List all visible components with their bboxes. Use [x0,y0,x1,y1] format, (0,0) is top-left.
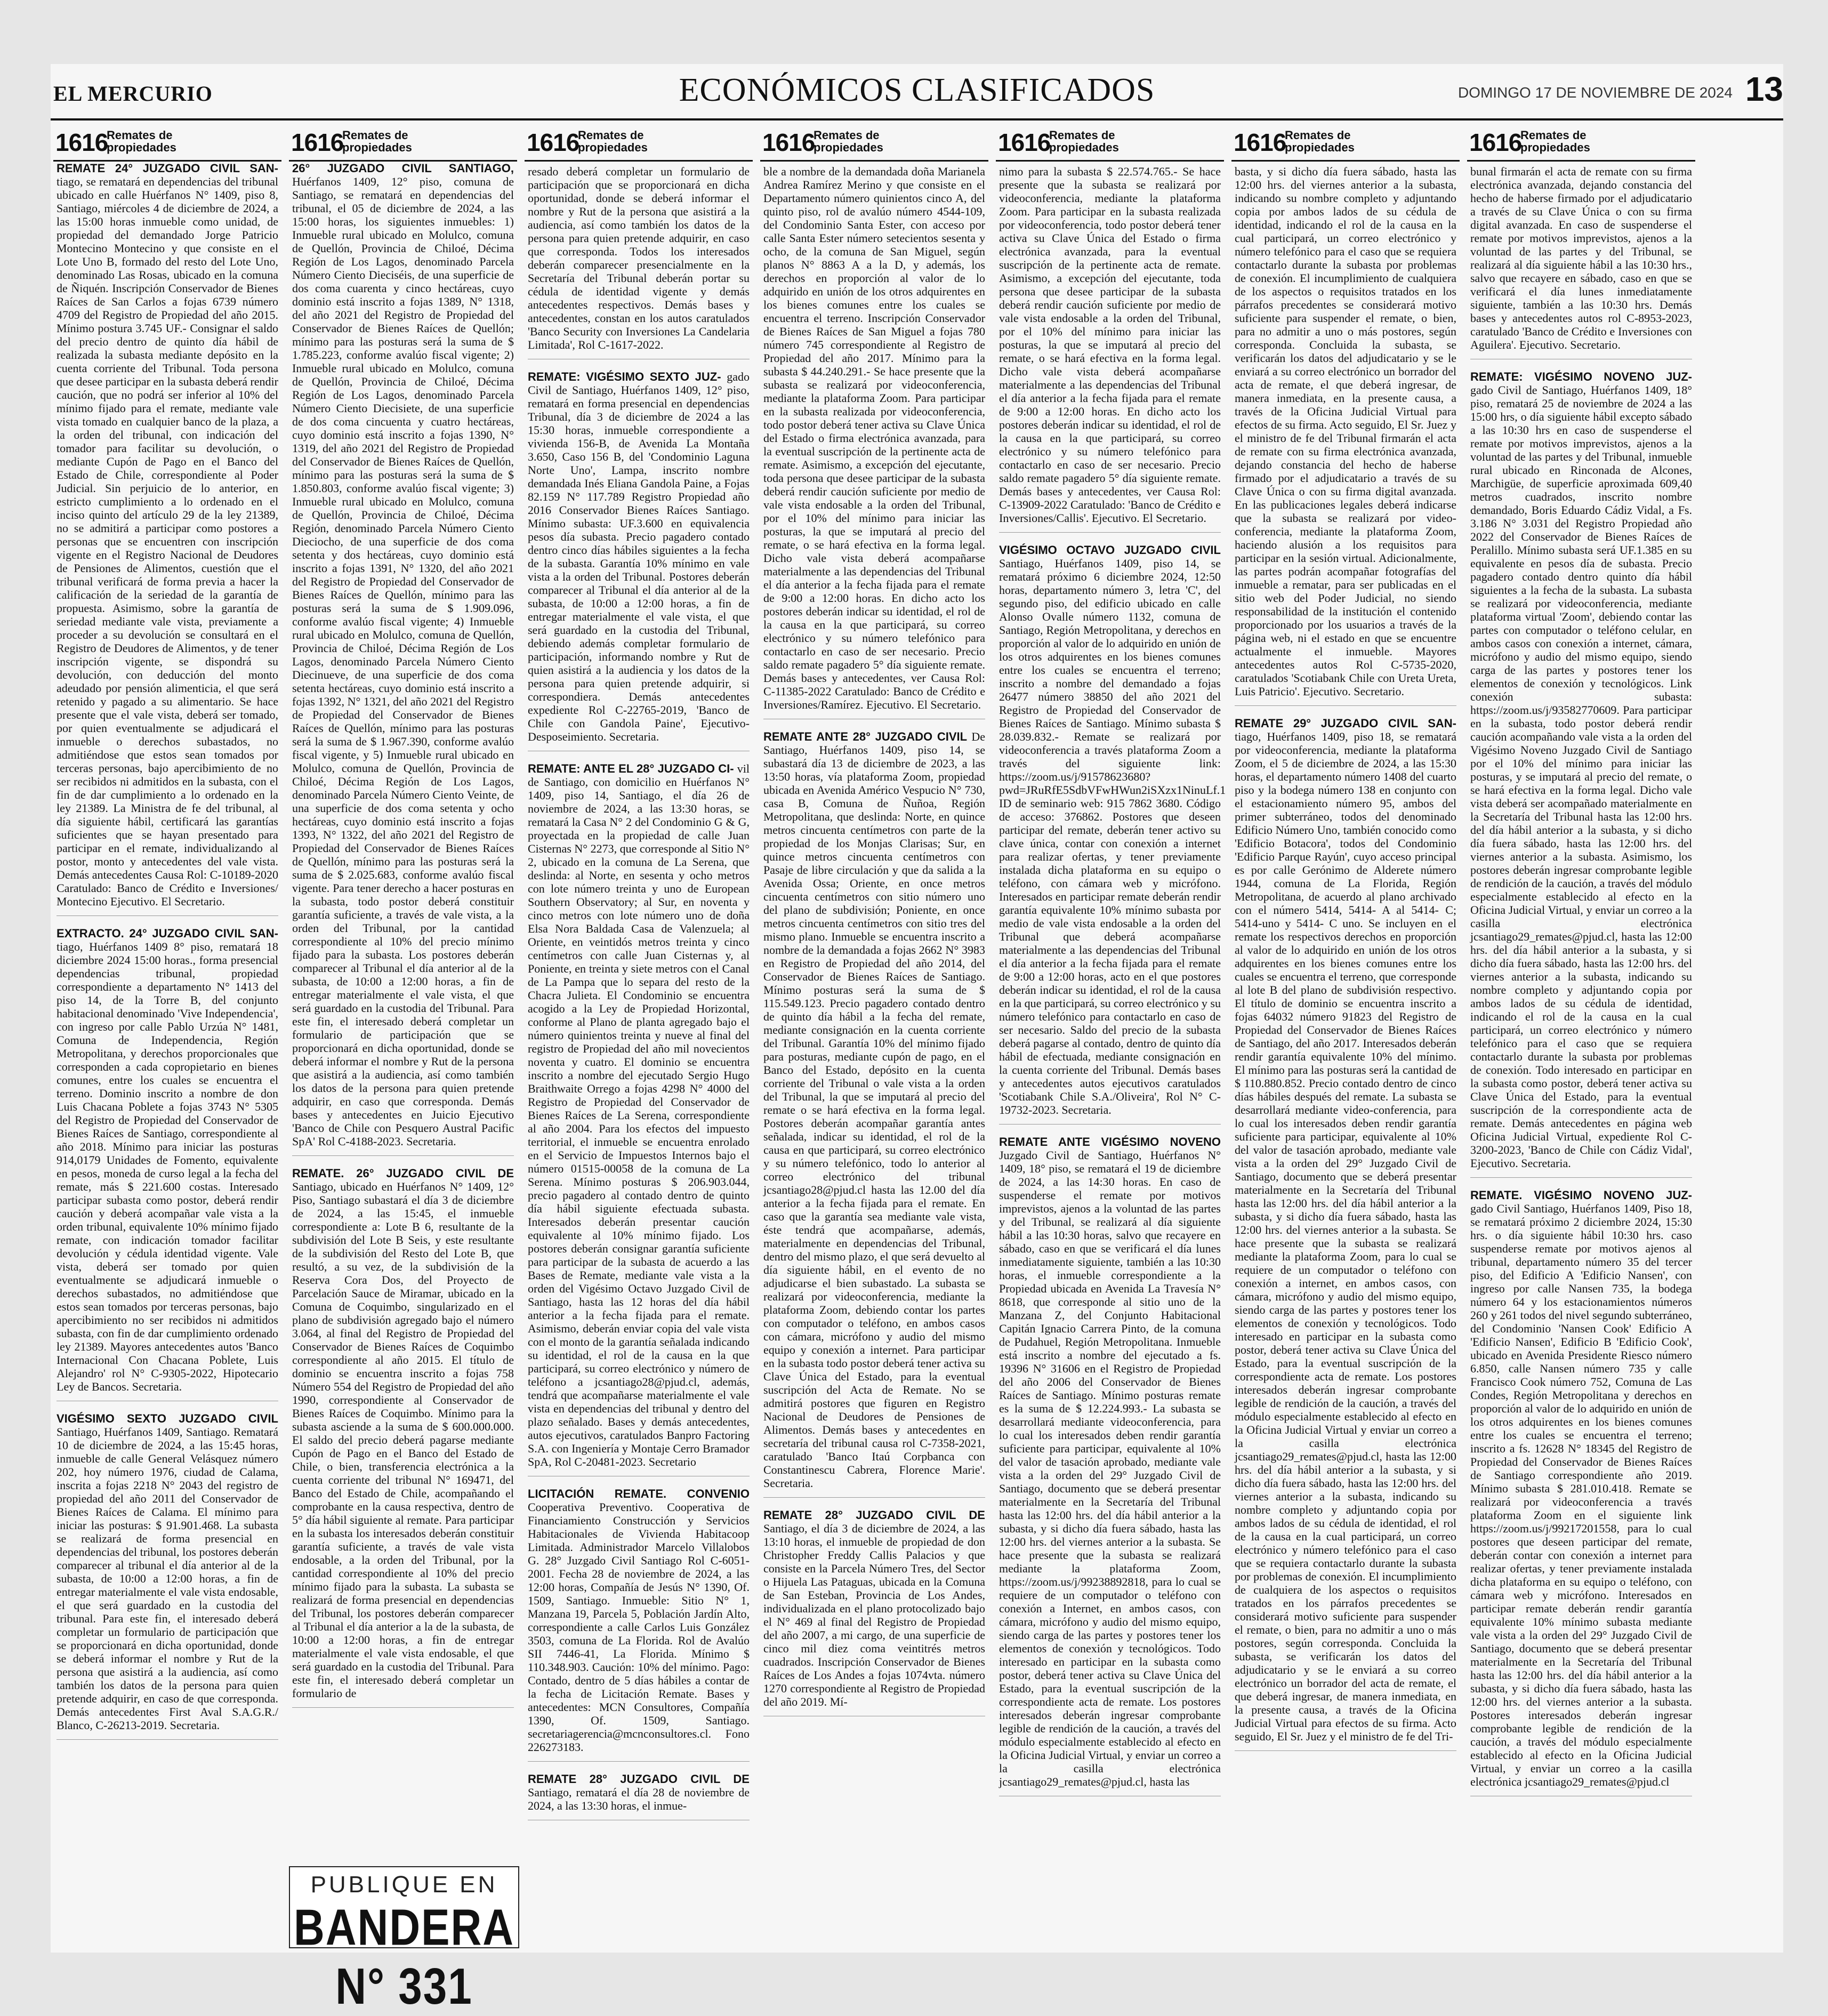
page-number: 13 [1745,70,1783,108]
auction-notice [999,1135,1221,1796]
auction-notice [292,162,514,1156]
classified-column [525,124,753,1947]
dateline: DOMINGO 17 DE NOVIEMBRE DE 2024 [1457,84,1733,101]
notice-heading: REMATE 24° JUZGADO CIVIL SAN- [57,162,278,175]
column-body [1231,165,1460,1751]
auction-notice [1470,165,1692,359]
column-body [53,162,281,1740]
notice-text: Santiago, ubicado en Huérfanos N° 1409, 12° Piso, Santiago subastará el día 3 de diciembre de 2024, a las 15:45, el inmueble correspondiente a: Lote B 6, resultante de la subdivisión del Lote B Seis, y este resultante de la subdivisión del Resto del Lote B, que resultó, a su vez, de la subdivisión de la Reserva Cora Dos, del Proyecto de Parcelación Sauce de Miramar, ubicado en la Comuna de Coquimbo, singularizado en el plano de subdivisión agregado bajo el número 3.064, al final del Registro de Propiedad del Conservador de Bienes Raíces de Coquimbo correspondiente al año 2015. El título de dominio se encuentra inscrito a fojas 758 Número 554 del Registro de Propiedad del año 1990, correspondiente al Conservador de Bienes Raíces de Coquimbo. Mínimo para la subasta asciende a la suma de $ 600.000.000. El saldo del precio deberá pagarse mediante Cupón de Pago en el Banco del Estado de Chile, o bien, transferencia electrónica a la cuenta corriente del tribunal N° 169471, del Banco del Estado de Chile, acompañando el comprobante en la causa respectiva, dentro de 5° día hábil siguiente al remate. Para participar en la subasta los interesados deberán constituir garantía suficiente, a través de vale vista endosable, a la orden del Tribunal, por la cantidad correspondiente al 10% del precio mínimo fijado para la subasta. La subasta se realizará de forma presencial en dependencias del Tribunal, los postores deberán comparecer al Tribunal el día anterior a la de la subasta, de 10:00 a 12:00 horas, a fin de entregar materialmente el vale vista endosable, el que será guardado en la custodia del Tribunal. Para este fin, el interesado deberá completar un formulario de [292,1180,514,1700]
notice-text: resado deberá completar un formulario de participación que se proporcionará en dicha oportunidad, donde se deberá informar el nombre y Rut de la persona que asistirá a la audiencia, así como también los datos de la persona para quien pretende adquirir, en caso que corresponda. Todos los interesados deberán comparecer presencialmente en la Secretaría del Tribunal deberán portar su cédula de identidad vigente y demás antecedentes respectivos. Demás bases y antecedentes, constan en los autos caratulados 'Banco Security con Inversiones La Candelaria Limitada', Rol C-1617-2022. [528,165,750,351]
notice-text: bunal firmarán el acta de remate con su firma electrónica avanzada, dejando constancia del hecho de haberse firmado por el adjudicatario a través de su Clave Única o con su firma digital avanzada. En caso de suspenderse el remate por motivos imprevistos, ajenos a la voluntad de las partes y del Tribunal, se realizará al día siguiente hábil a las 10:30 hrs., salvo que recayere en sábado, caso en que se verificará el día lunes inmediatamente siguiente, también a las 10:30 hrs. Demás bases y antecedentes autos rol C-8953-2023, caratulado 'Banco de Crédito e Inversiones con Aguilera'. Ejecutivo. Secretario. [1470,165,1692,351]
notice-heading: EXTRACTO. 24° JUZGADO CIVIL SAN- [57,927,278,940]
classified-column [996,124,1224,1947]
notice-heading: 26° JUZGADO CIVIL SANTIAGO, [292,162,514,175]
auction-notice [999,543,1226,1125]
header-rule [51,118,1783,121]
category-label: Remates de propiedades [814,128,883,154]
notice-text: gado Civil de Santiago, Huérfanos 1409, 12° piso, rematará en forma presencial en dependencias Tribunal, día 3 de diciembre de 2024 a las 15:30 horas, inmueble correspondiente a vivienda 156-B, de Avenida La Montaña 3.650, Caso 156 B, del 'Condominio Laguna Norte Uno', Lampa, inscrito nombre demandada Inés Eliana Gandola Paine, a Fojas 82.159 N° 117.789 Registro Propiedad año 2016 Conservador Bienes Raíces Santiago. Mínimo subasta: UF.3.600 en equivalencia pesos día subasta. Precio pagadero contado dentro cinco días hábiles siguientes a la fecha de la subasta. Garantía 10% mínimo en vale vista a la orden del Tribunal. Postores deberán comparecer al Tribunal el día anterior al de la subasta, de 10:00 a 12:00 horas, a fin de entregar materialmente el vale vista, el que será guardado en la custodia del Tribunal, debiendo además completar formulario de participación, informando nombre y Rut de quien asistirá a la audiencia y los datos de la persona para quien pretende adquirir, si correspondiera. Demás antecedentes expediente Rol C-22765-2019, 'Banco de Chile con Gandola Paine', Ejecutivo-Desposeimiento. Secretaria. [528,370,750,743]
notice-text: vil de Santiago, con domicilio en Huérfanos N° 1409, piso 14, Santiago, el día 26 de noviembre de 2024, a las 13:30 horas, se rematará la Casa N° 2 del Condominio G & G, proyectada en la propiedad de calle Juan Cisternas N° 2273, que corresponde al Sitio N° 2, ubicado en la comuna de La Serena, que deslinda: al Norte, en sesenta y ocho metros con lote número treinta y uno de European Southern Observatory; al Sur, en noventa y cinco metros con lote número uno de doña Elsa Nora Baldada Casa de Valenzuela; al Oriente, en veintidós metros treinta y cinco centímetros con calle Juan Cisternas y, al Poniente, en treinta y siete metros con el Canal de La Pampa que lo separa del resto de la Chacra Julieta. El Condominio se encuentra acogido a la Ley de Propiedad Horizontal, conforme al Plano de planta agregado bajo el número quinientos treinta y nueve al final del registro de Propiedad del año mil novecientos noventa y cuatro. El dominio se encuentra inscrito a nombre del ejecutado Sergio Hugo Braithwaite Orrego a fojas 4298 N° 4000 del Registro de Propiedad del Conservador de Bienes Raíces de La Serena, correspondiente al año 2004. Para los efectos del impuesto territorial, el inmueble se encuentra enrolado en el Servicio de Impuestos Internos bajo el número 01515-00058 de la comuna de La Serena. Mínimo posturas $ 206.903.044, precio pagadero al contado dentro de quinto día hábil siguiente efectuada subasta. Interesados deberán presentar caución equivalente al 10% mínimo fijado. Los postores deberán consignar garantía suficiente para participar de la subasta de acuerdo a las Bases de Remate, mediante vale vista a la orden del Vigésimo Octavo Juzgado Civil de Santiago, hasta las 12 horas del día hábil anterior a la fecha fijada para el remate. Asimismo, deberán enviar copia del vale vista con el monto de la garantía señalada indicando su identidad, el rol de la causa en la que participará, su correo electrónico y número de teléfono a jcsantiago28@pjud.cl, además, tendrá que acompañarse materialmente el vale vista en dependencias del tribunal y dentro del plazo señalado. Bases y demás antecedentes, autos ejecutivos, caratulados Banpro Factoring S.A. con Ingeniería y Montaje Cerro Bramador SpA, Rol C-20481-2023. Secretario [528,762,750,1468]
auction-notice [999,165,1221,533]
notice-text: ble a nombre de la demandada doña Marianela Andrea Ramírez Merino y que consiste en el Departamento número quinientos cinco A, del quinto piso, rol de avalúo número 4544-109, del Condominio Santa Ester, con acceso por calle Santa Ester número setecientos sesenta y ocho, de la comuna de San Miguel, según planos N° 8863 A a la D, y además, los derechos en proporción al valor de lo adquirido en unión de los otros adquirentes en los bienes comunes entre los cuales se encuentra el terreno. Inscripción Conservador de Bienes Raíces de San Miguel a fojas 780 número 745 correspondiente al Registro de Propiedad del año 2017. Mínimo para la subasta $ 44.240.291.- Se hace presente que la subasta se realizará por videoconferencia, mediante la plataforma Zoom. Para participar en la subasta realizada por videoconferencia, todo postor deberá tener activa su Clave Única del Estado o firma electrónica avanzada, para la eventual suscripción de la pertinente acta de remate. Asimismo, a excepción del ejecutante, toda persona que desee participar de la subasta deberá rendir caución suficiente por medio de vale vista endosable a la orden del Tribunal, por el 10% del mínimo para iniciar las posturas, la que se imputará al precio del remate, o se hará efectiva en la forma legal. Dicho vale vista deberá acompañarse materialmente a las dependencias del Tribunal el día anterior a la fecha fijada para el remate de 9:00 a 12:00 horas. En dicho acto los postores deberán indicar su identidad, el rol de la causa en la que participará, su correo electrónico y su número telefónico para contactarlo en caso de ser necesario. Precio saldo remate pagadero 5° día siguiente remate. Demás bases y antecedentes, ver Causa Rol: C-11385-2022 Caratulado: Banco de Crédito e Inversiones/Ramírez. Ejecutivo. El Secretario. [763,165,985,711]
category-number: 1616 [762,128,815,156]
auction-notice [57,927,278,1401]
notice-text: Huérfanos 1409, 12° piso, comuna de Santiago, se rematará en dependencias del tribunal, el 05 de diciembre de 2024, a las 15:00 horas, los siguientes inmuebles: 1) Inmueble rural ubicado en Molulco, comuna de Quellón, Provincia de Chiloé, Décima Región de Los Lagos, denominado Parcela Número Ciento Dieciséis, de una superficie de dos coma cuarenta y cinco hectáreas, cuyo dominio está inscrito a fojas 1389, N° 1318, del año 2021 del Registro de Propiedad del Conservador de Bienes Raíces de Quellón; mínimo para las posturas será la suma de $ 1.785.223, conforme avalúo fiscal vigente; 2) Inmueble rural ubicado en Molulco, comuna de Quellón, Provincia de Chiloé, Décima Región de Los Lagos, denominado Parcela Número Ciento Diecisiete, de una superficie de dos coma cincuenta y cuatro hectáreas, cuyo dominio está inscrito a fojas 1390, N° 1319, del año 2021 del Registro de Propiedad del Conservador de Bienes Raíces de Quellón, mínimo para las posturas será la suma de $ 1.850.803, conforme avalúo fiscal vigente; 3) Inmueble rural ubicado en Molulco, comuna de Quellón, Provincia de Chiloé, Décima Región, denominado Parcela Número Ciento Dieciocho, de una superficie de dos coma setenta y dos hectáreas, cuyo dominio está inscrito a fojas 1391, N° 1320, del año 2021 del Registro de Propiedad del Conservador de Bienes Raíces de Quellón, mínimo para las posturas será la suma de $ 1.909.096, conforme avalúo fiscal vigente; 4) Inmueble rural ubicado en Molulco, comuna de Quellón, Provincia de Chiloé, Décima Región de Los Lagos, denominado Parcela Número Ciento Diecinueve, de una superficie de dos coma setenta hectáreas, cuyo dominio está inscrito a fojas 1392, N° 1321, del año 2021 del Registro de Propiedad del Conservador de Bienes Raíces de Quellón, mínimo para las posturas será la suma de $ 1.967.390, conforme avalúo fiscal vigente, y 5) Inmueble rural ubicado en Molulco, comuna de Quellón, Provincia de Chiloé, Décima Región de Los Lagos, denominado Parcela Número Ciento Veinte, de una superficie de dos coma setenta y ocho hectáreas, cuyo dominio está inscrito a fojas 1393, N° 1322, del año 2021 del Registro de Propiedad del Conservador de Bienes Raíces de Quellón, mínimo para las posturas será la suma de $ 2.025.683, conforme avalúo fiscal vigente. Para tener derecho a hacer posturas en la subasta, todo postor deberá constituir garantía suficiente, a través de vale vista, a la orden del Tribunal, por la cantidad correspondiente al 10% del precio mínimo fijado para la subasta. Los postores deberán comparecer al Tribunal el día anterior al de la subasta, de 10:00 a 12:00 horas, a fin de entregar materialmente el vale vista, el que será guardado en la custodia del Tribunal. Para este fin, el interesado deberá completar un formulario de participación que se proporcionará en dicha oportunidad, donde se deberá informar el nombre y Rut de la persona que asistirá a la audiencia, así como también los datos de la persona para quien pretende adquirir, en caso que corresponda. Demás bases y antecedentes en Juicio Ejecutivo 'Banco de Chile con Pesquero Austral Pacific SpA' Rol C-4188-2023. Secretaria. [292,175,514,1148]
section-title: ECONÓMICOS CLASIFICADOS [679,72,1155,108]
category-header [760,124,988,162]
notice-heading: REMATE ANTE VIGÉSIMO NOVENO [999,1135,1221,1148]
auction-notice [528,165,750,359]
notice-heading: REMATE 29° JUZGADO CIVIL SAN- [1235,717,1456,730]
notice-text: tiago, Huérfanos 1409 8° piso, rematará 18 diciembre 2024 15:00 horas., forma presencial dependencias tribunal, propiedad correspondiente a departamento N° 1413 del piso 14, de la Torre B, del conjunto habitacional denominado 'Vive Independencia', con ingreso por calle Pablo Urzúa N° 1481, Comuna de Independencia, Región Metropolitana, y derechos proporcionales que corresponden a cada copropietario en bienes comunes, entre los cuales se encuentra el terreno. Dominio inscrito a nombre de don Luis Chacana Poblete a fojas 3743 N° 5305 del Registro de Propiedad del Conservador de Bienes Raíces de Santiago, correspondiente al año 2018. Mínimo para iniciar las posturas 914,0179 Unidades de Fomento, equivalente en pesos, moneda de curso legal a la fecha del remate, más $ 221.600 costas. Interesado participar subasta como postor, deberá rendir caución y deberá acompañar vale vista a la orden tribunal, equivalente 10% mínimo fijado remate, con indicación tomador facilitar devolución y cédula identidad vigente. Vale vista, deberá ser tomado por quien eventualmente se adjudicará inmueble o derechos subastados, no admitiéndose que estos sean tomados por terceras personas, bajo apercibimiento no ser recibidos ni admitidos subasta, con fin de dar cumplimiento ordenado ley 21389. Mayores antecedentes autos 'Banco Internacional Con Chacana Poblete, Luis Alejandro' rol N° C-9305-2022, Hipotecario Ley de Bancos. Secretaria. [57,940,278,1393]
classified-column [53,124,281,1947]
notice-heading: REMATE. 26° JUZGADO CIVIL DE [292,1167,514,1180]
notice-text: Santiago, el día 3 de diciembre de 2024, a las 13:10 horas, el inmueble de propiedad de don Christopher Freddy Callis Palacios y que consiste en la Parcela Número Tres, del Sector o Hijuela Las Pataguas, ubicada en la Comuna de San Esteban, Provincia de Los Andes, individualizada en el plano protocolizado bajo el N° 469 al final del Registro de Propiedad del año 2007, a mi cargo, de una superficie de cinco mil diez coma veintitrés metros cuadrados. Inscripción Conservador de Bienes Raíces de Los Andes a fojas 1074vta. número 1270 correspondiente al Registro de Propiedad del año 2019. Mí- [763,1522,985,1708]
category-number: 1616 [55,128,108,156]
notice-heading: REMATE: VIGÉSIMO NOVENO JUZ- [1470,370,1692,383]
auction-notice [528,370,750,751]
classified-column [760,124,988,1947]
category-number: 1616 [291,128,344,156]
notice-text: tiago, se rematará en dependencias del tribunal ubicado en calle Huérfanos N° 1409, piso 8, Santiago, miércoles 4 de diciembre de 2024, a las 15:00 horas inmueble como unidad, de propiedad del demandado Jorge Patricio Montecino Montecino y que consiste en el Lote Uno B, formado del resto del Lote Uno, denominado Las Rosas, ubicado en la comuna de Ñiquén. Inscripción Conservador de Bienes Raíces de San Carlos a fojas 6739 número 4709 del Registro de Propiedad del año 2015. Mínimo postura 3.745 UF.- Consignar el saldo del precio dentro de quinto día hábil de realizada la subasta mediante depósito en la cuenta corriente del Tribunal. Toda persona que desee participar en la subasta deberá rendir caución, que no podrá ser inferior al 10% del mínimo fijado para el remate, mediante vale vista tomado en cualquier banco de la plaza, a la orden del tribunal, con indicación del tomador para facilitar su devolución, o mediante Cupón de Pago en el Banco del Estado de Chile, correspondiente al Poder Judicial. Sin perjuicio de lo anterior, en estricto cumplimiento a lo ordenado en el inciso quinto del artículo 29 de la ley 21389, no se admitirá a participar como postores a personas que se encuentren con inscripción vigente en el Registro Nacional de Deudores de Pensiones de Alimentos, cuestión que el tribunal verificará de forma previa a hacer la calificación de la seriedad de la garantía de propuesta. Asimismo, sobre la garantía de seriedad mediante vale vista, previamente a proceder a su devolución se consultará en el Registro de Deudores de Alimentos, y de tener inscripción vigente, se dispondrá su devolución, con deducción del monto adeudado por pensión alimenticia, el que será retenido y pagado a su alimentario. Se hace presente que el vale vista, deberá ser tomado, por quien eventualmente se adjudicará el inmueble o derechos subastados, no admitiéndose que estos sean tomados por terceras personas, bajo apercibimiento de no ser recibidos ni admitidos en la subasta, con el fin de dar cumplimiento a lo ordenado en la ley 21389. La Ministra de fe del tribunal, al día siguiente hábil, certificará las garantías suficientes que se hayan presentado para participar en el remate, individualizando al postor, monto y antecedentes del vale vista. Demás antecedentes Causa Rol: C-10189-2020 Caratulado: Banco de Crédito e Inversiones/ Montecino Ejecutivo. El Secretario. [57,175,278,908]
notice-text: basta, y si dicho día fuera sábado, hasta las 12:00 hrs. del viernes anterior a la subasta, indicando su nombre completo y adjuntando copia por ambos lados de su cédula de identidad, indicando el rol de la causa en la cual participará, un correo electrónico y número telefónico para el caso que se requiera contactarlo durante la subasta por problemas de conexión. El incumplimiento de cualquiera de los aspectos o requisitos tratados en los párrafos precedentes se considerará motivo suficiente para suspender el remate, o bien, para no admitir a uno o más postores, según corresponda. Concluida la subasta, se verificarán los datos del adjudicatario y se le enviará a su correo electrónico un borrador del acta de remate, el que deberá ingresar, de manera inmediata, en la presente causa, a través de la Oficina Judicial Virtual para efectos de su firma. Acto seguido, El Sr. Juez y el ministro de fe del Tribunal firmarán el acta de remate con su firma electrónica avanzada, dejando constancia del hecho de haberse firmado por el adjudicatario a través de su Clave Única o con su firma digital avanzada. En las publicaciones legales deberá indicarse que la subasta se realizará por video-conferencia, mediante la plataforma Zoom, haciendo alusión a los requisitos para participar en la sesión virtual. Adicionalmente, las partes podrán acompañar fotografías del inmueble a rematar, para ser publicadas en el sitio web del Poder Judicial, no siendo responsabilidad de la institución el contenido proporcionado por los usuarios a través de la página web, ni el estado en que se encuentre actualmente el inmueble. Mayores antecedentes autos Rol C-5735-2020, caratulados 'Scotiabank Chile con Ureta Ureta, Luis Patricio'. Ejecutivo. Secretario. [1235,165,1456,698]
auction-notice [528,762,750,1476]
notice-text: Santiago, Huérfanos 1409, piso 14, se rematará próximo 6 diciembre 2024, 12:50 horas, departamento número 3, letra 'C', del segundo piso, del edificio ubicado en calle Alonso Ovalle número 1132, comuna de Santiago, Región Metropolitana, y derechos en proporción al valor de lo adquirido en unión de los otros adquirentes en los bienes comunes entre los cuales se encuentra el terreno; inscrito a nombre del demandado a fojas 26477 número 38850 del año 2021 del Registro de Propiedad del Conservador de Bienes Raíces de Santiago. Mínimo subasta $ 28.039.832.- Remate se realizará por videoconferencia a través plataforma Zoom a través del siguiente link: https://zoom.us/j/91578623680?pwd=JRuRfE5SdbVFwHWun2iSXzx1NinuLf.1 ID de seminario web: 915 7862 3680. Código de acceso: 376862. Postores que deseen participar del remate, deberán tener activo su clave única, contar con conexión a internet para realizar ofertas, y tener previamente instalada dicha plataforma en su equipo o teléfono, con cámara web y micrófono. Interesados en participar remate deberán rendir garantía equivalente 10% mínimo subasta por medio de vale vista endosable a la orden del Tribunal que deberá acompañarse materialmente a las dependencias del Tribunal el día anterior a la fecha fijada para el remate de 9:00 a 12:00 horas, acto en el que postores deberán indicar su identidad, el rol de la causa en la que participará, su correo electrónico y su número telefónico para contactarlo en caso de ser necesario. Saldo del precio de la subasta deberá pagarse al contado, dentro de quinto día hábil de efectuada, mediante consignación en la cuenta corriente del Tribunal. Demás bases y antecedentes autos ejecutivos caratulados 'Scotiabank Chile S.A./Oliveira', Rol N° C-19732-2023. Secretaria. [999,557,1226,1117]
category-label: Remates de propiedades [342,128,412,154]
auction-notice [528,1772,750,1820]
notice-text: tiago, Huérfanos 1409, piso 18, se rematará por videoconferencia, mediante la plataforma Zoom, el 5 de diciembre de 2024, a las 15:30 horas, el departamento número 1408 del cuarto piso y la bodega número 138 en conjunto con el estacionamiento número 95, ambos del primer subterráneo, todos del denominado Edificio Número Uno, también conocido como 'Edificio Botacora', todos del Condominio 'Edificio Parque Rayún', cuyo acceso principal es por calle Gerónimo de Alderete número 1944, comuna de La Florida, Región Metropolitana, de acuerdo al plano archivado con el número 5414, 5414- A al 5414- C; 5414-uno y 5414- C uno. Se incluyen en el remate los respectivos derechos en proporción al valor de lo adquirido en unión de los otros adquirentes en los bienes comunes entre los cuales se encuentra el terreno, que corresponde al lote B del plano de subdivisión respectivo. El título de dominio se encuentra inscrito a fojas 64032 número 91823 del Registro de Propiedad del Conservador de Bienes Raíces de Santiago, del año 2017. Interesados deberán rendir garantía equivalente 10% del mínimo. El mínimo para las posturas será la cantidad de $ 110.880.852. Precio contado dentro de cinco días hábiles después del remate. La subasta se desarrollará mediante video-conferencia, para lo cual los interesados deben rendir garantía suficiente para participar, equivalente al 10% del valor de tasación aprobado, mediante vale vista a la orden del 29° Juzgado Civil de Santiago, documento que se deberá presentar materialmente en la Secretaría del Tribunal hasta las 12:00 hrs. del día hábil anterior a la subasta, y si dicho día fuera sábado, hasta las 12:00 hrs. del viernes anterior a la subasta. Se hace presente que la subasta se realizará mediante la plataforma Zoom, para lo cual se requiere de un computador o teléfono con conexión a internet, en ambos casos, con cámara, micrófono y audio del mismo equipo, siendo carga de las partes y postores tener los elementos de conexión y tecnológicos. Todo interesado en participar en la subasta como postor, deberá tener activa su Clave Única del Estado, para la eventual suscripción de la correspondiente acta de remate. Los postores interesados deberán ingresar comprobante legible de rendición de la caución, a través del módulo especialmente establecido al efecto en la Oficina Judicial Virtual y enviar un correo a la casilla electrónica jcsantiago29_remates@pjud.cl, hasta las 12:00 hrs. del día hábil anterior a la subasta, y si dicho día fuera sábado, hasta las 12:00 hrs. del viernes anterior a la subasta, indicando su nombre completo y adjuntando copia por ambos lados de su cédula de identidad, el rol de la causa en la cual participará, un correo electrónico y número telefónico para el caso que se requiera contactarlo durante la subasta por problemas de conexión. El incumplimiento de cualquiera de los aspectos o requisitos tratados en los párrafos precedentes se considerará motivo suficiente para suspender el remate, o bien, para no admitir a uno o más postores, según corresponda. Concluida la subasta, se verificarán los datos del adjudicatario y se le enviará a su correo electrónico un borrador del acta de remate, el que deberá ingresar, de manera inmediata, en la presente causa, a través de la Oficina Judicial Virtual para efectos de su firma. Acto seguido, El Sr. Juez y el ministro de fe del Tri- [1235,730,1456,1743]
auction-notice [57,162,278,916]
column-body [1467,165,1695,1796]
notice-heading: REMATE. VIGÉSIMO NOVENO JUZ- [1470,1188,1692,1202]
brand-logo: EL MERCURIO [53,82,213,106]
classified-column [289,124,517,2015]
category-number: 1616 [1234,128,1286,156]
masthead [51,69,1783,117]
auction-notice [528,1487,750,1762]
category-label: Remates de propiedades [107,128,176,154]
notice-text: Santiago, Huérfanos 1409, Santiago. Rematará 10 de diciembre de 2024, a las 15:45 horas, inmueble de calle General Velásquez número 202, hoy número 1976, ciudad de Calama, inscrita a fojas 2218 N° 2043 del registro de propiedad del año 2011 del Conservador de Bienes Raíces de Calama. El mínimo para iniciar las posturas: $ 91.901.468. La subasta se realizará de forma presencial en dependencias del tribunal, los postores deberán comparecer al tribunal el día anterior al de la subasta, de 10:00 a 12:00 horas, a fin de entregar materialmente el vale vista endosable, el que será guardado en la custodia del tribunal. Para este fin, el interesado deberá completar un formulario de participación que se proporcionará en dicha oportunidad, donde se deberá informar el nombre y Rut de la persona que asistirá a la audiencia, así como también los datos de la persona para quien pretende adquirir, en caso de que corresponda. Demás antecedentes First Aval S.A.G.R./ Blanco, C-26213-2019. Secretaria. [57,1425,278,1732]
publique-promo-box [289,1866,519,2015]
category-number: 1616 [527,128,579,156]
category-number: 1616 [998,128,1051,156]
category-number: 1616 [1469,128,1522,156]
category-label: Remates de propiedades [1520,128,1590,154]
notice-heading: REMATE 28° JUZGADO CIVIL DE [763,1508,985,1522]
category-header [1467,124,1695,162]
notice-text: De Santiago, Huérfanos 1409, piso 14, se subastará día 13 de diciembre de 2023, a las 13:50 horas, vía plataforma Zoom, propiedad ubicada en Avenida Américo Vespucio N° 730, casa B, Comuna de Ñuñoa, Región Metropolitana, que deslinda: Norte, en quince metros cincuenta centímetros con parte de la propiedad de los Monjas Clarisas; Sur, en quince metros cincuenta centímetros con Pasaje de libre circulación y que da salida a la Avenida Ossa; Oriente, en once metros cincuenta centímetros con sitio número uno del plano de subdivisión; Poniente, en once metros cincuenta centímetros con sitio tres del mismo plano. Inmueble se encuentra inscrito a nombre de la demandada a fojas 2662 N° 3983 en Registro de Propiedad del año 2014, del Conservador de Bienes Raíces de Santiago. Mínimo posturas será la suma de $ 115.549.123. Precio pagadero contado dentro de quinto día hábil a la fecha del remate, mediante consignación en la cuenta corriente del Tribunal. Garantía 10% del mínimo fijado para posturas, mediante cupón de pago, en el Banco del Estado, depósito en la cuenta corriente del Tribunal o vale vista a la orden del Tribunal, la que se imputará al precio del remate o se hará efectiva en la forma legal. Postores deberán acompañar garantía antes señalada, indicar su identidad, el rol de la causa en que participará, su correo electrónico y su número telefónico, todo lo anterior al correo electrónico del tribunal jcsantiago28@pjud.cl hasta las 12.00 del día anterior a la fecha fijada para el remate. En caso que la garantía sea mediante vale vista, éste tendrá que acompañarse, además, materialmente en dependencias del Tribunal, dentro del mismo plazo, el que será devuelto al día siguiente hábil, en el evento de no adjudicarse el bien subastado. La subasta se realizará por videoconferencia, mediante la plataforma Zoom, debiendo contar los partes con computador o teléfono, en ambos casos con cámara, micrófono y audio del mismo equipo y conexión a internet. Para participar en la subasta todo postor deberá tener activa su Clave Única del Estado, para la eventual suscripción del Acta de Remate. No se admitirá postores que figuren en Registro Nacional de Deudores de Pensiones de Alimentos. Demás bases y antecedentes en secretaría del tribunal causa rol C-7358-2021, caratulado 'Banco Itaú Corpbanca con Constantinescu Cabrera, Florence Marie'. Secretaria. [763,730,985,1490]
auction-notice [763,165,985,719]
auction-notice [292,1167,514,1708]
promo-line-2: BANDERA N° 331 [294,1899,514,2015]
auction-notice [1470,370,1692,1178]
auction-notice [57,1412,278,1740]
promo-line-1: PUBLIQUE EN [310,1872,498,1898]
notice-text: gado Civil Santiago, Huérfanos 1409, Piso 18, se rematará próximo 2 diciembre 2024, 15:30 hrs. o día siguiente hábil 10:30 hrs. caso suspenderse remate por motivos ajenos al tribunal, departamento número 35 del tercer piso, del Edificio A 'Edificio Nansen', con ingreso por calle Nansen 735, la bodega número 64 y los estacionamientos números 260 y 261 todos del nivel segundo subterráneo, del Condominio 'Nansen Cook' Edificio A 'Edificio Nansen', Edificio B 'Edificio Cook', ubicado en Avenida Presidente Riesco número 6.850, calle Nansen número 735 y calle Francisco Cook número 752, Comuna de Las Condes, Región Metropolitana y derechos en proporción al valor de lo adquirido en unión de los otros adquirentes en los bienes comunes entre los cuales se encuentra el terreno; inscrito a fs. 12628 N° 18345 del Registro de Propiedad del Conservador de Bienes Raíces de Santiago correspondiente año 2019. Mínimo subasta $ 281.010.418. Remate se realizará por videoconferencia a través plataforma Zoom en el siguiente link https://zoom.us/j/99217201558, para lo cual postores que deseen participar del remate, deberán contar con conexión a internet para realizar ofertas, y tener previamente instalada dicha plataforma en su equipo o teléfono, con cámara web y micrófono. Interesados en participar remate deberán rendir garantía equivalente 10% mínimo subasta mediante vale vista a la orden del 29° Juzgado Civil de Santiago, documento que se deberá presentar materialmente en la Secretaría del Tribunal hasta las 12:00 hrs. del día hábil anterior a la subasta, y si dicho día fuera sábado, hasta las 12:00 hrs. del viernes anterior a la subasta. Postores interesados deberán ingresar comprobante legible de rendición de la caución, a través del módulo especialmente establecido al efecto en la Oficina Judicial Virtual, y enviar un correo a la casilla electrónica jcsantiago29_remates@pjud.cl [1470,1202,1692,1788]
notice-heading: REMATE: VIGÉSIMO SEXTO JUZ- [528,370,727,383]
column-body [289,162,517,1708]
notice-heading: REMATE ANTE 28° JUZGADO CIVIL [763,730,972,743]
notice-heading: REMATE 28° JUZGADO CIVIL DE [528,1772,750,1786]
column-body [760,165,988,1716]
classified-column [1231,124,1460,1947]
notice-text: Juzgado Civil de Santiago, Huérfanos N° 1409, 18° piso, se rematará el 19 de diciembre de 2024, a las 14:30 horas. En caso de suspenderse el remate por motivos imprevistos, ajenos a la voluntad de las partes y del Tribunal, se realizará al día siguiente hábil a las 10:30 horas, salvo que recayere en sábado, caso en que se verificará el día lunes inmediatamente siguiente, también a las 10:30 horas, el inmueble correspondiente a la Propiedad ubicada en Avenida La Travesía N° 8618, que corresponde al sitio uno de la Manzana Z, del Conjunto Habitacional Capitán Ignacio Carrera Pinto, de la comuna de Pudahuel, Región Metropolitana. Inmueble está inscrito a nombre del ejecutado a fs. 19396 N° 31606 en el Registro de Propiedad del año 2006 del Conservador de Bienes Raíces de Santiago. Mínimo posturas remate es la suma de $ 12.224.993.- La subasta se desarrollará mediante videoconferencia, para lo cual los interesados deben rendir garantía suficiente para participar, equivalente al 10% del valor de tasación aprobado, mediante vale vista a la orden del 29° Juzgado Civil de Santiago, documento que se deberá presentar materialmente en la Secretaría del Tribunal hasta las 12:00 hrs. del día hábil anterior a la subasta, y si dicho día fuera sábado, hasta las 12:00 hrs. del viernes anterior a la subasta. Se hace presente que la subasta se realizará mediante la plataforma Zoom, https://zoom.us/j/99238892818, para lo cual se requiere de un computador o teléfono con conexión a Internet, en ambos casos, con cámara, micrófono y audio del mismo equipo, siendo carga de las partes y postores tener los elementos de conexión y tecnológicos. Todo interesado en participar en la subasta como postor, deberá tener activa su Clave Única del Estado, para la eventual suscripción de la correspondiente acta de remate. Los postores interesados deberán ingresar comprobante legible de rendición de la caución, a través del módulo especialmente establecido al efecto en la Oficina Judicial Virtual, y enviar un correo a la casilla electrónica jcsantiago29_remates@pjud.cl, hasta las [999,1148,1221,1788]
notice-heading: REMATE: ANTE EL 28° JUZGADO CI- [528,762,737,775]
notice-text: Cooperativa Preventivo. Cooperativa de Financiamiento Construcción y Servicios Habitacionales de Vivienda Habitacoop Limitada. Administrador Marcelo Villalobos G. 28° Juzgado Civil Santiago Rol C-6051-2001. Fecha 28 de noviembre de 2024, a las 12:00 horas, Compañía de Jesús N° 1390, Of. 1509, Santiago. Inmueble: Sitio N° 1, Manzana 19, Parcela 5, Población Jardín Alto, correspondiente a calle Carlos Luis González 3503, comuna de La Florida. Rol de Avalúo SII 7446-41, La Florida. Mínimo $ 110.348.903. Caución: 10% del mínimo. Pago: Contado, dentro de 5 días hábiles a contar de la fecha de Licitación Remate. Bases y antecedentes: MCN Consultores, Compañía 1390, Of. 1509, Santiago. secretariagerencia@mcnconsultores.cl. Fono 226273183. [528,1500,750,1754]
auction-notice [1470,1188,1692,1796]
notice-text: gado Civil de Santiago, Huérfanos 1409, 18° piso, rematará 25 de noviembre de 2024 a las 15:00 hrs, o día siguiente hábil excepto sábado a las 10:30 hrs en caso de suspenderse el remate por motivos imprevistos, ajenos a la voluntad de las partes y del Tribunal, inmueble rural ubicado en Rinconada de Alcones, Marchigüe, de superficie aproximada 609,40 metros cuadrados, inscrito nombre demandado, Boris Eduardo Cádiz Vidal, a Fs. 3.186 N° 3.031 del Registro Propiedad año 2022 del Conservador de Bienes Raíces de Peralillo. Mínimo subasta será UF.1.385 en su equivalente en pesos día de subasta. Precio pagadero contado dentro quinto día hábil siguientes a la fecha de la subasta. La subasta se realizará por videoconferencia, mediante plataforma virtual 'Zoom', debiendo contar las partes con computador o teléfono celular, en ambos casos con conexión a internet, cámara, micrófono y audio del mismo equipo, siendo carga de las partes y postores tener los elementos de conexión y tecnológicos. Link conexión subasta: https://zoom.us/j/93582770609. Para participar en la subasta, todo postor deberá rendir caución acompañando vale vista a la orden del Vigésimo Noveno Juzgado Civil de Santiago por el 10% del mínimo para iniciar las posturas, y se imputará al precio del remate, o se hará efectiva en la forma legal. Dicho vale vista deberá ser acompañado materialmente en la Secretaría del Tribunal hasta las 12:00 hrs. del día hábil anterior a la subasta, y si dicho día fuera sábado, hasta las 12:00 hrs. del viernes anterior a la subasta. Asimismo, los postores deberán ingresar comprobante legible de rendición de la caución, a través del módulo especialmente establecido al efecto en la Oficina Judicial Virtual, y enviar un correo a la casilla electrónica jcsantiago29_remates@pjud.cl, hasta las 12:00 hrs. del día hábil anterior a la subasta, y si dicho día fuera sábado, hasta las 12:00 hrs. del viernes anterior a la subasta, indicando su nombre completo y adjuntando copia por ambos lados de su cédula de identidad, indicando el rol de la causa en la cual participará, un correo electrónico y número telefónico para el caso que se requiera contactarlo durante la subasta por problemas de conexión. Todo interesado en participar en la subasta como postor, deberá tener activa su Clave Única del Estado, para la eventual suscripción de la correspondiente acta de remate. Demás antecedentes en página web Oficina Judicial Virtual, expediente Rol C-3200-2023, 'Banco de Chile con Cádiz Vidal', Ejecutivo. Secretaria. [1470,383,1692,1170]
notice-heading: LICITACIÓN REMATE. CONVENIO [528,1487,750,1500]
category-label: Remates de propiedades [1049,128,1119,154]
auction-notice [1235,165,1456,706]
auction-notice [763,1508,985,1716]
notice-text: Santiago, rematará el día 28 de noviembre de 2024, a las 13:30 horas, el inmue- [528,1786,750,1812]
notice-heading: VIGÉSIMO SEXTO JUZGADO CIVIL [57,1412,278,1425]
auction-notice [1235,717,1456,1751]
category-header [525,124,753,162]
column-body [996,165,1224,1796]
notice-heading: VIGÉSIMO OCTAVO JUZGADO CIVIL [999,543,1221,557]
column-body [525,165,753,1820]
category-label: Remates de propiedades [578,128,648,154]
notice-text: nimo para la subasta $ 22.574.765.- Se hace presente que la subasta se realizará por videoconferencia, mediante la plataforma Zoom. Para participar en la subasta realizada por videoconferencia, todo postor deberá tener activa su Clave Única del Estado o firma electrónica avanzada, para la eventual suscripción de la pertinente acta de remate. Asimismo, a excepción del ejecutante, toda persona que desee participar de la subasta deberá rendir caución suficiente por medio de vale vista endosable a la orden del Tribunal, por el 10% del mínimo para iniciar las posturas, la que se imputará al precio del remate, o se hará efectiva en la forma legal. Dicho vale vista deberá acompañarse materialmente a las dependencias del Tribunal el día anterior a la fecha fijada para el remate de 9:00 a 12:00 horas. En dicho acto los postores deberán indicar su identidad, el rol de la causa en la que participará, su correo electrónico y su número telefónico para contactarlo en caso de ser necesario. Precio saldo remate pagadero 5° día siguiente remate. Demás bases y antecedentes, ver Causa Rol: C-13909-2022 Caratulado: 'Banco de Crédito e Inversiones/Callis'. Ejecutivo. El Secretario. [999,165,1221,525]
classified-column [1467,124,1695,1947]
category-header [289,124,517,162]
auction-notice [763,730,985,1498]
category-header [53,124,281,162]
category-header [1231,124,1460,162]
category-header [996,124,1224,162]
category-label: Remates de propiedades [1285,128,1355,154]
